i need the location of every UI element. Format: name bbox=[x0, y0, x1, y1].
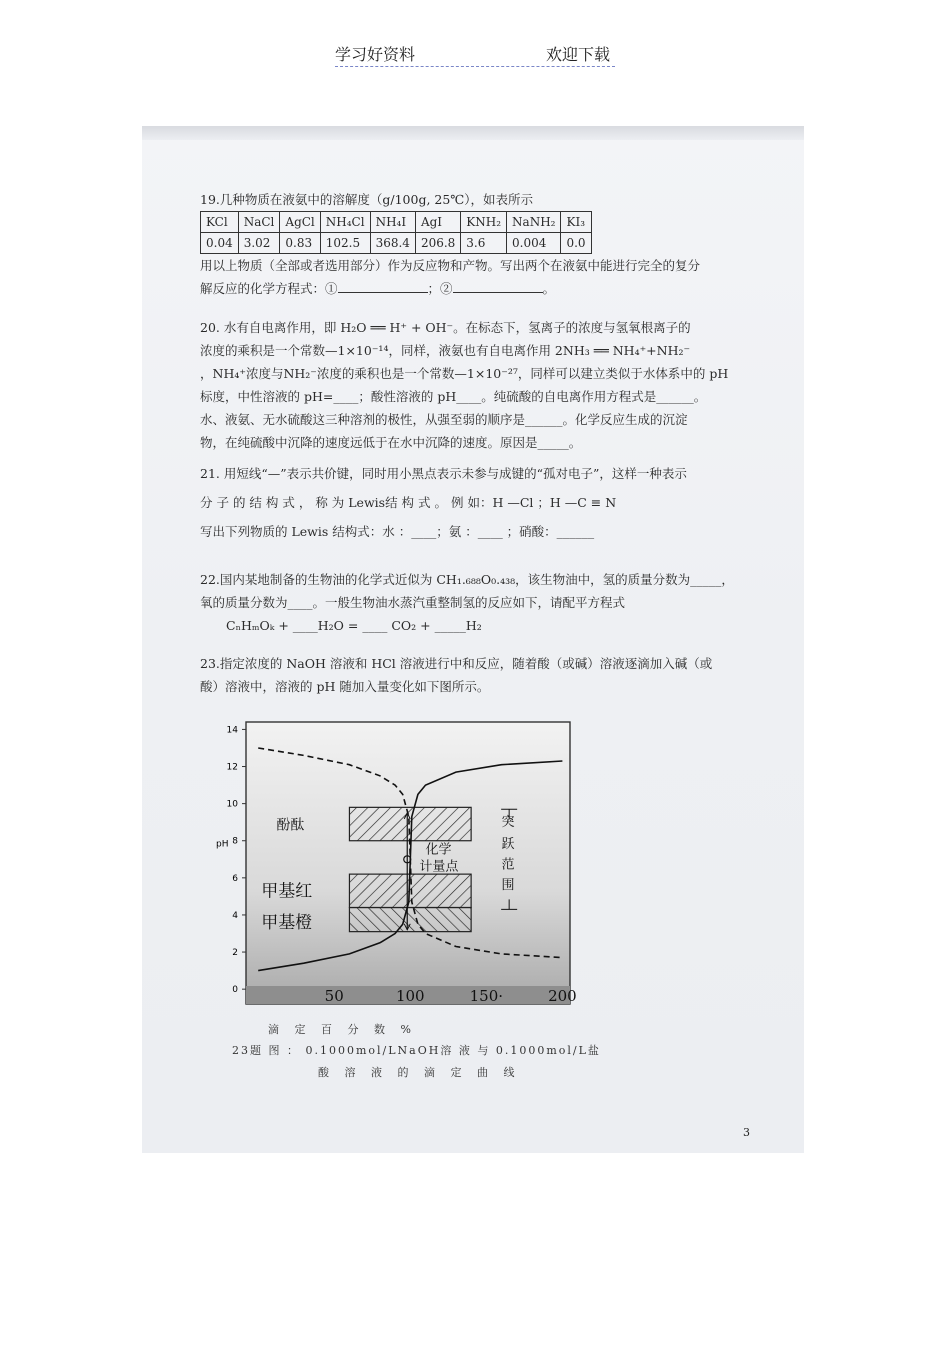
q20-line3: ，NH₄⁺浓度与NH₂⁻浓度的乘积也是一个常数—1×10⁻²⁷，同样可以建立类似于水体系中的 pH bbox=[200, 366, 729, 381]
solubility-table bbox=[200, 211, 592, 254]
x-tick-label: 150· bbox=[469, 987, 504, 1005]
y-tick-label: 8 bbox=[232, 836, 238, 847]
y-tick-label: 12 bbox=[226, 762, 238, 773]
header-left: 学习好资料 bbox=[335, 45, 416, 64]
label-jump-3: 范 bbox=[501, 857, 515, 873]
answer-blank-1[interactable] bbox=[338, 279, 428, 293]
y-axis-label: pH bbox=[216, 839, 229, 850]
q20-line1: 20. 水有自电离作用，即 H₂O ══ H⁺ + OH⁻。在标态下，氢离子的浓度与氢氧根离子的 bbox=[200, 320, 691, 335]
question-23 bbox=[200, 652, 760, 698]
table-value-cell: 102.5 bbox=[320, 233, 370, 254]
table-header-cell: AgI bbox=[415, 212, 460, 233]
q21-line1: 21. 用短线“—”表示共价键，同时用小黑点表示未参与成键的“孤对电子”，这样一种表示 bbox=[200, 466, 687, 481]
label-methyl-red: 甲基红 bbox=[261, 881, 313, 902]
y-tick-label: 14 bbox=[226, 725, 238, 736]
question-20 bbox=[200, 316, 760, 454]
label-equivalence-1: 化学 bbox=[425, 842, 452, 858]
phenolphthalein-range-box bbox=[349, 807, 471, 840]
q19-line2: 解反应的化学方程式：① ；② 。 bbox=[200, 281, 556, 296]
label-methyl-orange: 甲基橙 bbox=[261, 912, 313, 933]
q22-line3: CₙHₘOₖ + ____H₂O = ____ CO₂ + _____H₂ bbox=[226, 618, 482, 633]
table-header-row bbox=[201, 212, 592, 233]
titration-chart bbox=[210, 716, 590, 1020]
table-header-cell: KNH₂ bbox=[461, 212, 507, 233]
header-right: 欢迎下载 bbox=[545, 45, 610, 64]
question-21 bbox=[200, 462, 760, 543]
q20-line2: 浓度的乘积是一个常数—1×10⁻¹⁴，同样，液氨也有自电离作用 2NH₃ ══ NH₄⁺+NH₂⁻ bbox=[200, 343, 691, 358]
table-value-cell: 0.0 bbox=[561, 233, 591, 254]
table-value-cell: 0.004 bbox=[507, 233, 561, 254]
label-jump-1: 突 bbox=[501, 814, 515, 830]
chart-xlabel: 滴 定 百 分 数 % bbox=[268, 1023, 417, 1036]
page-number: 3 bbox=[743, 1126, 750, 1139]
question-22 bbox=[200, 568, 760, 637]
x-tick-label: 200 bbox=[548, 987, 577, 1005]
q23-line1: 23.指定浓度的 NaOH 溶液和 HCl 溶液进行中和反应，随着酸（或碱）溶液逐滴加入碱（或 bbox=[200, 656, 713, 671]
y-tick-label: 6 bbox=[232, 873, 238, 884]
page-header bbox=[335, 40, 615, 67]
x-tick-label: 100 bbox=[395, 987, 425, 1005]
table-header-cell: NH₄I bbox=[370, 212, 415, 233]
y-tick-label: 10 bbox=[226, 799, 238, 810]
table-value-cell: 0.83 bbox=[280, 233, 320, 254]
q20-line4: 标度，中性溶液的 pH=____；酸性溶液的 pH____。纯硫酸的自电离作用方程式是______。 bbox=[200, 389, 707, 404]
answer-blank-2[interactable] bbox=[453, 279, 543, 293]
q23-line2: 酸）溶液中，溶液的 pH 随加入量变化如下图所示。 bbox=[200, 679, 490, 694]
table-value-cell: 3.6 bbox=[461, 233, 507, 254]
titration-chart-svg bbox=[210, 716, 590, 1016]
table-header-cell: KCl bbox=[201, 212, 239, 233]
table-value-row bbox=[201, 233, 592, 254]
label-equivalence-2: 计量点 bbox=[419, 859, 459, 875]
scanned-page bbox=[142, 126, 804, 1153]
q19-line1: 用以上物质（全部或者选用部分）作为反应物和产物。写出两个在液氨中能进行完全的复分 bbox=[200, 258, 701, 273]
x-tick-label: 50 bbox=[324, 987, 344, 1005]
chart-caption-line2: 酸 溶 液 的 滴 定 曲 线 bbox=[318, 1066, 521, 1079]
table-value-cell: 206.8 bbox=[415, 233, 460, 254]
chart-caption-line1: 23题 图 ： 0.1000mol/LNaOH溶 液 与 0.1000mol/L盐 bbox=[232, 1044, 601, 1057]
scan-edge bbox=[142, 126, 804, 140]
table-value-cell: 0.04 bbox=[201, 233, 239, 254]
y-tick-label: 4 bbox=[232, 910, 238, 921]
label-jump-4: 围 bbox=[501, 877, 515, 893]
label-jump-2: 跃 bbox=[501, 837, 515, 853]
q19-title: 19.几种物质在液氨中的溶解度（g/100g, 25℃），如表所示 bbox=[200, 192, 534, 207]
q21-line3: 写出下列物质的 Lewis 结构式：水 ：____；氨 ：____ ；硝酸：______ bbox=[200, 524, 595, 539]
methyl-orange-range-box bbox=[349, 908, 471, 932]
table-header-cell: NH₄Cl bbox=[320, 212, 370, 233]
table-header-cell: NaCl bbox=[238, 212, 280, 233]
table-value-cell: 368.4 bbox=[370, 233, 415, 254]
q21-line2: 分 子 的 结 构 式 ， 称 为 Lewis结 构 式 。 例 如：H —Cl ；H —C ≡ N bbox=[200, 495, 617, 510]
y-tick-label: 0 bbox=[232, 985, 238, 996]
table-value-cell: 3.02 bbox=[238, 233, 280, 254]
question-19 bbox=[200, 188, 760, 300]
q22-line2: 氧的质量分数为____。一般生物油水蒸汽重整制氢的反应如下，请配平方程式 bbox=[200, 595, 626, 610]
table-header-cell: KI₃ bbox=[561, 212, 591, 233]
y-tick-label: 2 bbox=[232, 948, 238, 959]
q20-line6: 物，在纯硫酸中沉降的速度远低于在水中沉降的速度。原因是_____。 bbox=[200, 435, 582, 450]
q22-line1: 22.国内某地制备的生物油的化学式近似为 CH₁.₆₈₈O₀.₄₃₈，该生物油中，氢的质量分数为_____， bbox=[200, 572, 734, 587]
table-header-cell: AgCl bbox=[280, 212, 320, 233]
table-header-cell: NaNH₂ bbox=[507, 212, 561, 233]
label-phenolphthalein: 酚酞 bbox=[276, 817, 305, 834]
q20-line5: 水、液氨、无水硫酸这三种溶剂的极性，从强至弱的顺序是______。化学反应生成的沉淀 bbox=[200, 412, 688, 427]
